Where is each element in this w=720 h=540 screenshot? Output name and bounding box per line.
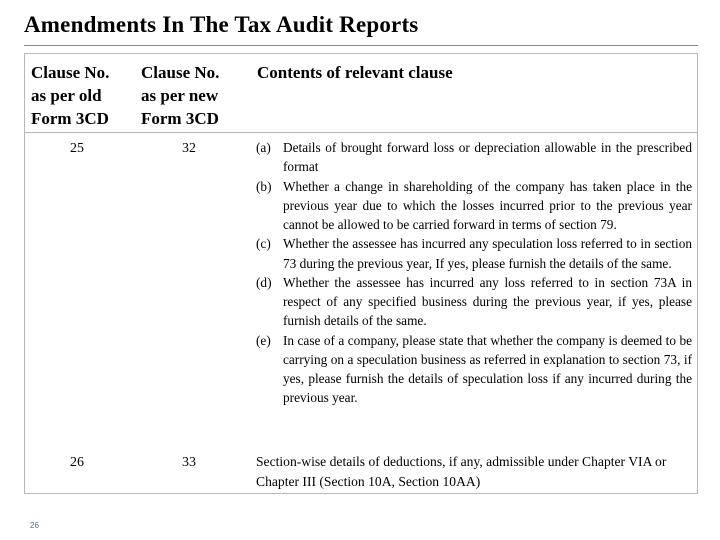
- clause-table: [24, 53, 698, 494]
- clause-item-b: [256, 177, 692, 235]
- row-1-old-clause: 25: [70, 141, 84, 156]
- header-divider: [25, 132, 697, 133]
- clause-item-c: [256, 234, 692, 273]
- clause-item-d: [256, 273, 692, 331]
- clause-item-e: [256, 331, 692, 408]
- header-old-clause: [31, 61, 109, 130]
- row-2-new-clause: 33: [182, 455, 196, 470]
- clause-item-a: [256, 138, 692, 177]
- header-old-line-1: Clause No.: [31, 63, 110, 82]
- clause-letter: (a): [256, 140, 271, 155]
- header-new-clause: [141, 61, 219, 130]
- clause-text: Whether the assessee has incurred any speculation loss referred to in section 73 during the previous year, If yes, please furnish the details of the same.: [283, 236, 692, 271]
- row-2-contents: Section-wise details of deductions, if any, admissible under Chapter VIA or Chapter III (Section 10A, Section 10AA): [256, 454, 667, 489]
- clause-text: In case of a company, please state that whether the company is deemed to be carrying on a speculation business as referred in explanation to section 73, if yes, please furnish the details of speculation loss if any incurred during the previous year.: [283, 332, 692, 406]
- row-2-old-clause: 26: [70, 455, 84, 470]
- header-old-line-3: Form 3CD: [31, 109, 109, 128]
- header-new-line-1: Clause No.: [141, 63, 220, 82]
- clause-letter: (c): [256, 236, 271, 252]
- clause-letter: (b): [256, 178, 272, 194]
- clause-letter: (d): [256, 274, 272, 290]
- header-new-line-3: Form 3CD: [141, 109, 219, 128]
- clause-text: Whether the assessee has incurred any loss referred to in section 73A in respect of any specified business during the previous year, if yes, please furnish details of the same.: [283, 274, 692, 329]
- row-1-new-clause: 32: [182, 141, 196, 156]
- clause-text: Whether a change in shareholding of the company has taken place in the previous year due to which the losses incurred prior to the previous year cannot be allowed to be carried forward in terms of section 79.: [283, 178, 692, 232]
- header-new-line-2: as per new: [141, 86, 219, 105]
- clause-letter: (e): [256, 332, 271, 348]
- header-old-line-2: as per old: [31, 86, 102, 105]
- row-1-contents-list: [256, 138, 692, 408]
- slide-number: 26: [30, 521, 39, 530]
- title-divider: [24, 45, 698, 46]
- clause-text: Details of brought forward loss or depreciation allowable in the prescribed format: [283, 140, 692, 175]
- header-contents: Contents of relevant clause: [257, 63, 453, 82]
- slide-title: Amendments In The Tax Audit Reports: [24, 12, 419, 37]
